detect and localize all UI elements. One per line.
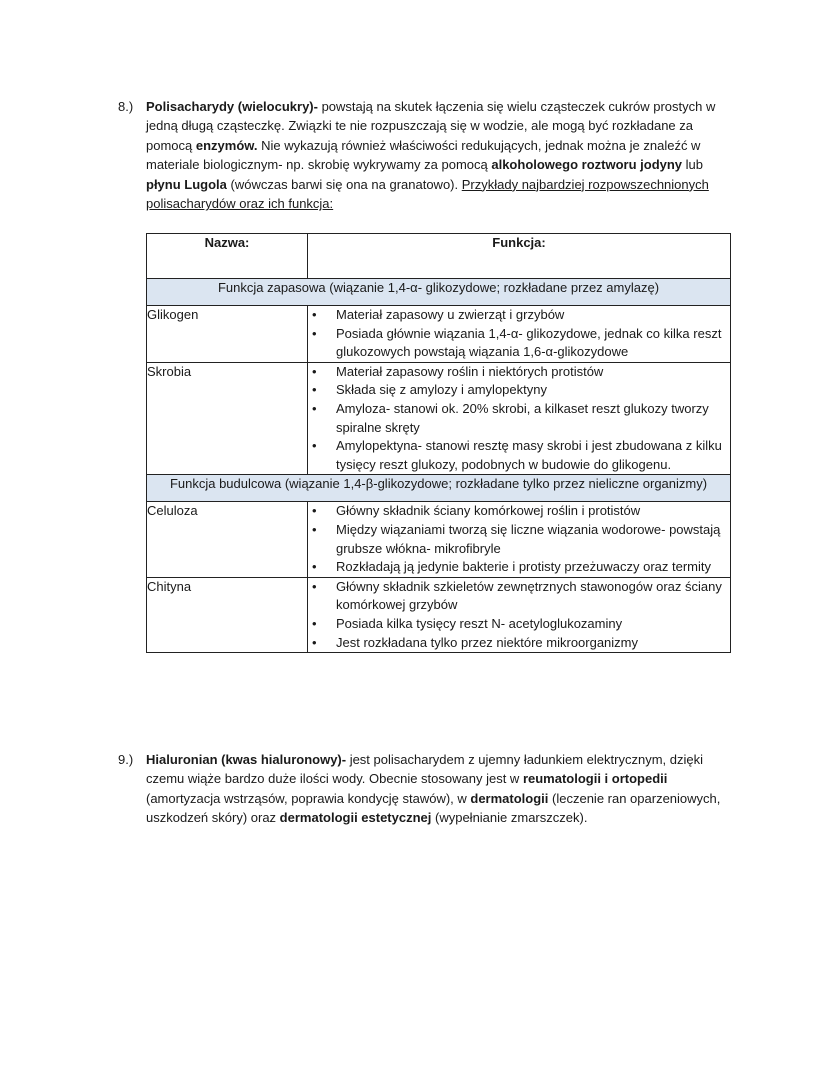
row-name: Celuloza	[147, 502, 308, 577]
table-row	[147, 577, 731, 652]
item-9-paragraph	[146, 750, 738, 828]
item-8-number: 8.)	[118, 99, 134, 114]
item-8-text-3: (wówczas barwi się ona na granatowo).	[226, 176, 462, 192]
item-8-text-lub: lub	[682, 157, 703, 173]
header-name: Nazwa:	[147, 234, 308, 279]
row-functions	[308, 502, 731, 577]
section-storage: Funkcja zapasowa (wiązanie 1,4-α- glikozydowe; rozkładane przez amylazę)	[147, 279, 731, 306]
header-function: Funkcja:	[308, 234, 731, 279]
hialuronian-term: Hialuronian (kwas hialuronowy)-	[146, 752, 347, 767]
table-row	[147, 362, 731, 475]
list-item: • Główny składnik szkieletów zewnętrznych stawonogów oraz ściany komórkowej grzybów	[308, 578, 730, 615]
examples-intro: Przykłady najbardziej rozpowszechnionych polisacharydów oraz ich funkcja:	[146, 176, 709, 212]
dermatologia-estetyczna-term: dermatologii estetycznej	[279, 810, 432, 826]
jodyna-term: alkoholowego roztworu jodyny	[491, 157, 683, 173]
lugol-term: płynu Lugola	[146, 176, 227, 192]
item-9-text-2: (amortyzacja wstrząsów, poprawia kondycję stawów), w	[146, 790, 471, 806]
item-8	[118, 97, 738, 213]
polysaccharide-table	[146, 233, 731, 653]
list-item: • Rozkładają ją jedynie bakterie i protisty przeżuwaczy oraz termity	[308, 558, 730, 577]
section-structural: Funkcja budulcowa (wiązanie 1,4-β-glikozydowe; rozkładane tylko przez nieliczne organizmy)	[147, 475, 731, 502]
section-row-structural	[147, 475, 731, 502]
reumatologia-term: reumatologii i ortopedii	[522, 771, 668, 787]
table-header-row	[147, 234, 731, 279]
list-item: • Jest rozkładana tylko przez niektóre mikroorganizmy	[308, 634, 730, 653]
section-row-storage	[147, 279, 731, 306]
item-9	[118, 750, 738, 828]
list-item: • Główny składnik ściany komórkowej roślin i protistów	[308, 502, 730, 521]
list-item: • Między wiązaniami tworzą się liczne wiązania wodorowe- powstają grubsze włókna- mikrofibryle	[308, 521, 730, 558]
list-item: • Materiał zapasowy roślin i niektórych protistów	[308, 363, 730, 382]
row-name: Chityna	[147, 577, 308, 652]
row-functions	[308, 306, 731, 363]
item-9-number: 9.)	[118, 752, 134, 767]
list-item: • Posiada głównie wiązania 1,4-α- glikozydowe, jednak co kilka reszt glukozowych powstają wiązania 1,6-α-glikozydowe	[308, 325, 730, 362]
row-functions	[308, 362, 731, 475]
polisacharydy-term: Polisacharydy (wielocukry)-	[146, 99, 318, 114]
item-9-text-4: (wypełnianie zmarszczek).	[431, 810, 588, 826]
item-9-text-3: (leczenie ran oparzeniowych, uszkodzeń skóry) oraz	[146, 790, 721, 826]
table-row	[147, 306, 731, 363]
item-9-text-1: jest polisacharydem z ujemny ładunkiem elektrycznym, dzięki czemu wiąże bardzo duże ilości wody. Obecnie stosowany jest w	[146, 752, 703, 787]
table-row	[147, 502, 731, 577]
row-name: Glikogen	[147, 306, 308, 363]
list-item: • Amyloza- stanowi ok. 20% skrobi, a kilkaset reszt glukozy tworzy spiralne skręty	[308, 400, 730, 437]
row-name: Skrobia	[147, 362, 308, 475]
item-8-paragraph	[146, 97, 738, 213]
list-item: • Posiada kilka tysięcy reszt N- acetyloglukozaminy	[308, 615, 730, 634]
list-item: • Amylopektyna- stanowi resztę masy skrobi i jest zbudowana z kilku tysięcy reszt glukozy, podobnych w budowie do glikogenu.	[308, 437, 730, 474]
list-item: • Materiał zapasowy u zwierząt i grzybów	[308, 306, 730, 325]
enzymy-term: enzymów.	[195, 137, 258, 153]
item-8-text-2: Nie wykazują również właściwości redukujących, jednak można je znaleźć w materiale biologicznym- np. skrobię wykrywamy za pomocą	[146, 137, 701, 173]
item-8-text-1: powstają na skutek łączenia się wielu cząsteczek cukrów prostych w jedną długą cząsteczkę. Związki te nie rozpuszczają się w wodzie, ale mogą być rozkładane za pomocą	[146, 99, 716, 153]
list-item: • Składa się z amylozy i amylopektyny	[308, 381, 730, 400]
dermatologia-term: dermatologii	[470, 790, 549, 806]
row-functions	[308, 577, 731, 652]
